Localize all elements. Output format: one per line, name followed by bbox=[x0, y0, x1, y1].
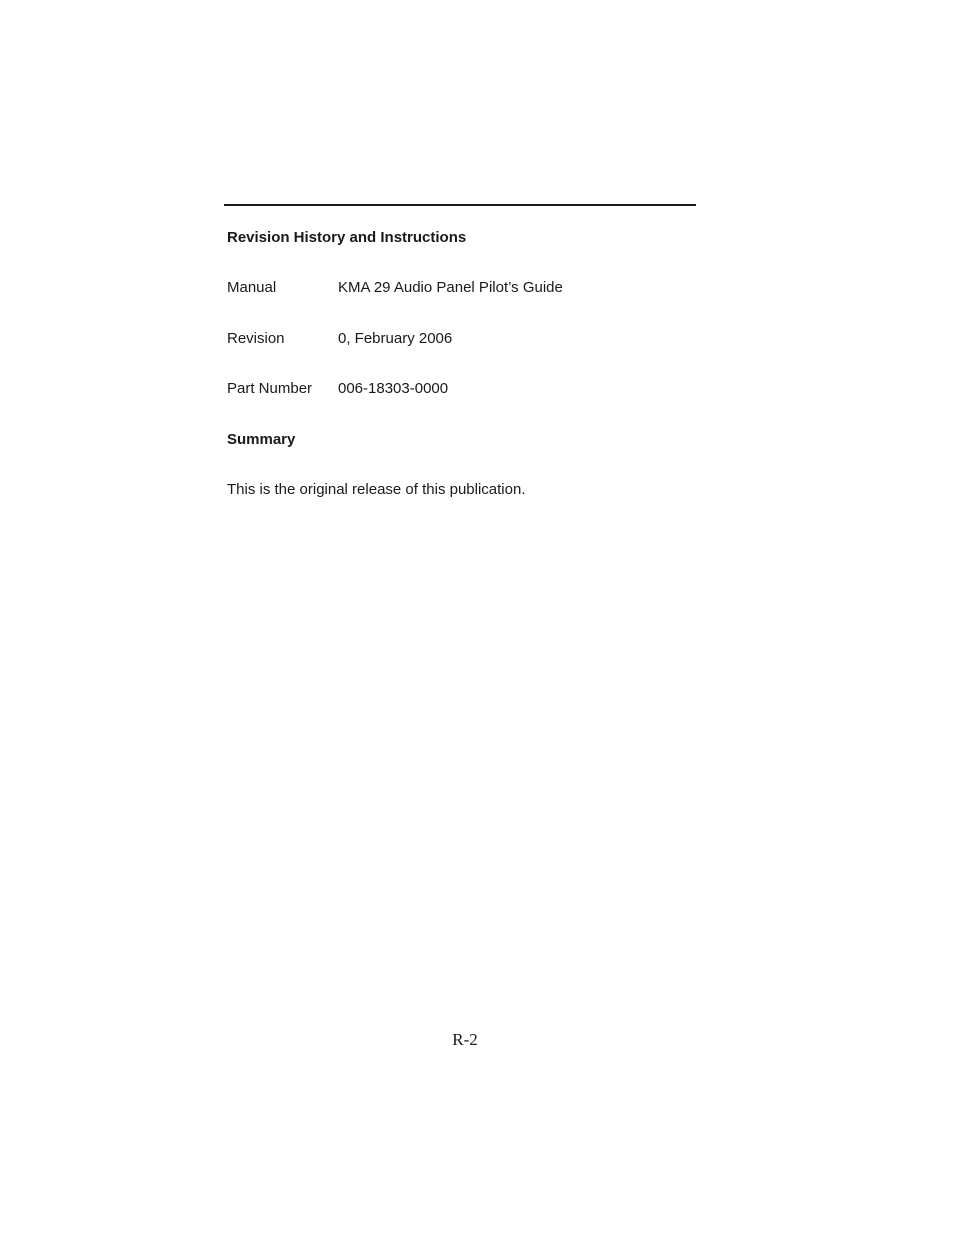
field-label-revision: Revision bbox=[227, 330, 285, 347]
field-label-manual: Manual bbox=[227, 279, 277, 296]
field-value-part-number: 006-18303-0000 bbox=[338, 380, 449, 397]
page-number: R-2 bbox=[452, 1030, 478, 1049]
summary-text: This is the original release of this publication. bbox=[227, 481, 526, 498]
field-value-revision: 0, February 2006 bbox=[338, 330, 453, 347]
field-label-part-number: Part Number bbox=[227, 380, 313, 397]
page-title: Revision History and Instructions bbox=[227, 229, 467, 246]
field-value-manual: KMA 29 Audio Panel Pilot’s Guide bbox=[338, 279, 563, 296]
summary-heading: Summary bbox=[227, 431, 296, 448]
top-rule bbox=[224, 204, 696, 206]
